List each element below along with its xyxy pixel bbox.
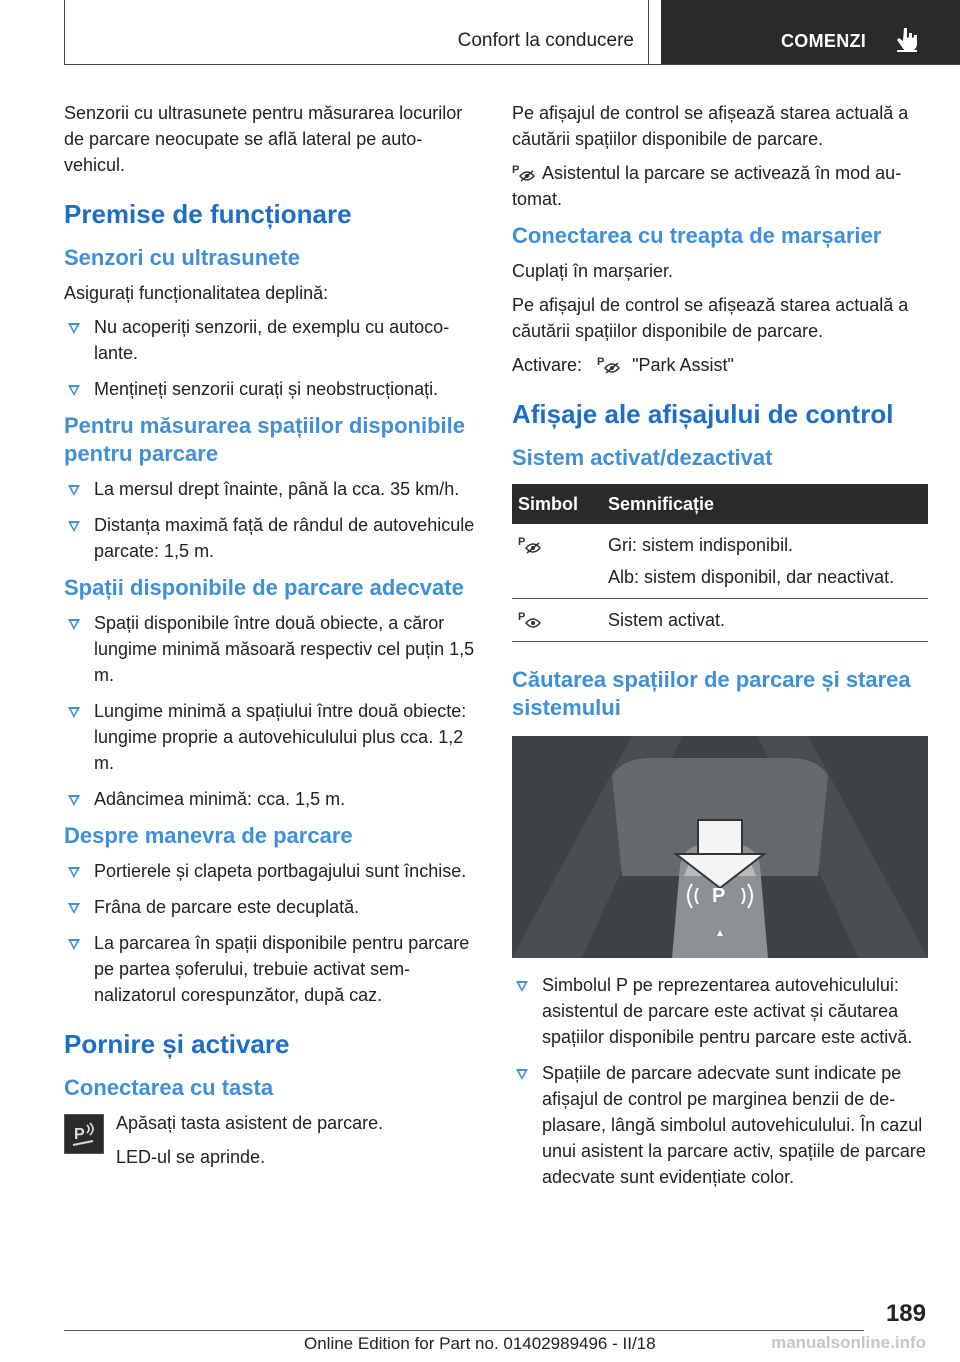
senzori-list bbox=[64, 314, 476, 402]
symbol-cell bbox=[512, 599, 602, 642]
marsarier-line1: Cuplați în marșarier. bbox=[512, 261, 674, 281]
list-item: Frâna de parcare este decuplată. bbox=[64, 894, 476, 920]
heading-masurare: Pentru măsurarea spațiilor disponibile pentru parcare bbox=[64, 413, 465, 466]
triangle-bullet-icon bbox=[516, 981, 528, 992]
triangle-bullet-icon bbox=[68, 903, 80, 914]
list-item: La mersul drept înainte, până la cca. 35 km/h. bbox=[64, 476, 476, 502]
intro-paragraph: Senzorii cu ultrasunete pentru măsurarea locurilor de parcare neocupate se află lateral pe autovehicul. bbox=[64, 103, 463, 175]
table-row bbox=[512, 599, 928, 642]
heading-pornire: Pornire și activare bbox=[64, 1029, 290, 1059]
heading-spatii: Spații disponibile de parcare adecvate bbox=[64, 575, 464, 600]
triangle-bullet-icon bbox=[68, 323, 80, 334]
heading-sistem: Sistem activat/dezactivat bbox=[512, 445, 773, 470]
triangle-bullet-icon bbox=[68, 867, 80, 878]
hand-pointing-icon bbox=[895, 26, 921, 54]
tasta-line2: LED-ul se aprinde. bbox=[116, 1147, 266, 1167]
tasta-block bbox=[64, 1110, 476, 1170]
activare-line bbox=[512, 352, 928, 378]
left-column bbox=[64, 100, 476, 1178]
list-item: Lungime minimă a spațiului între două obiecte: lungime proprie a autovehiculului plus cca. 1,2 m. bbox=[64, 698, 476, 776]
list-item: Simbolul P pe reprezentarea autovehiculului: asistentul de parcare este activat și căutarea spațiilor disponibile pentru parcare este activă. bbox=[512, 972, 928, 1050]
svg-text:P: P bbox=[518, 611, 526, 623]
svg-text:P: P bbox=[518, 536, 526, 548]
svg-text:P: P bbox=[512, 164, 520, 176]
park-assist-icon bbox=[512, 162, 536, 182]
meaning-cell: Gri: sistem indisponibil. Alb: sistem disponibil, dar neactivat. bbox=[602, 524, 928, 599]
header-section-tab bbox=[64, 0, 648, 64]
parking-display-figure bbox=[512, 736, 928, 958]
triangle-bullet-icon bbox=[68, 939, 80, 950]
activare-value: "Park Assist" bbox=[632, 355, 734, 375]
col-symbol: Simbol bbox=[512, 484, 602, 524]
chapter-tab-label: COMENZI bbox=[781, 31, 867, 51]
list-item: Nu acoperiți senzorii, de exemplu cu autocolante. bbox=[64, 314, 476, 366]
status-list bbox=[512, 972, 928, 1190]
park-assist-icon bbox=[518, 609, 542, 629]
figure-p-label: P bbox=[712, 885, 726, 907]
col-meaning: Semnificație bbox=[602, 484, 928, 524]
auto-activation-paragraph: P Asistentul la parcare se activează în mod automat. bbox=[512, 163, 902, 209]
triangle-bullet-icon bbox=[516, 1069, 528, 1080]
status-paragraph: Pe afișajul de control se afișează starea actuală a căutării spațiilor disponibile de parcare. bbox=[512, 103, 909, 149]
heading-premise: Premise de funcționare bbox=[64, 199, 352, 229]
manevra-list bbox=[64, 858, 476, 1008]
triangle-bullet-icon bbox=[68, 619, 80, 630]
triangle-bullet-icon bbox=[68, 385, 80, 396]
triangle-bullet-icon bbox=[68, 521, 80, 532]
svg-text:P: P bbox=[74, 1126, 85, 1143]
table-row bbox=[512, 524, 928, 599]
triangle-bullet-icon bbox=[68, 485, 80, 496]
list-item: Distanța maximă față de rândul de autovehicule parcate: 1,5 m. bbox=[64, 512, 476, 564]
tasta-line1: Apăsați tasta asistent de parcare. bbox=[116, 1113, 384, 1133]
masurare-list bbox=[64, 476, 476, 564]
right-column bbox=[512, 100, 928, 1200]
heading-manevra: Despre manevra de parcare bbox=[64, 823, 353, 848]
list-item: Adâncimea minimă: cca. 1,5 m. bbox=[64, 786, 476, 812]
park-assist-icon bbox=[518, 534, 542, 554]
park-assist-icon bbox=[597, 354, 621, 374]
header-chapter-tab bbox=[661, 0, 960, 64]
list-item: Spațiile de parcare adecvate sunt indicate pe afișajul de control pe marginea benzii de deplasare, lângă simbolul autovehiculului. În cazul unui asistent la parcare activ, spațiile de parcare adecvate sunt evidențiate color. bbox=[512, 1060, 928, 1190]
footer-rule bbox=[64, 1330, 864, 1331]
list-item: La parcarea în spații disponibile pentru parcare pe partea șoferului, trebuie activat semnalizatorul corespunzător, după caz. bbox=[64, 930, 476, 1008]
marsarier-line2: Pe afișajul de control se afișează starea actuală a căutării spațiilor disponibile de parcare. bbox=[512, 295, 909, 341]
svg-text:P: P bbox=[597, 356, 605, 368]
header-separator bbox=[648, 0, 649, 65]
heading-senzori: Senzori cu ultrasunete bbox=[64, 245, 300, 270]
heading-afisaje: Afișaje ale afișajului de control bbox=[512, 399, 894, 429]
heading-marsarier: Conectarea cu treapta de marșarier bbox=[512, 223, 882, 248]
symbol-cell bbox=[512, 524, 602, 599]
activare-label: Activare: bbox=[512, 355, 583, 375]
section-tab-label: Confort la conducere bbox=[457, 30, 634, 51]
triangle-bullet-icon bbox=[68, 795, 80, 806]
list-item: Portierele și clapeta portbagajului sunt închise. bbox=[64, 858, 476, 884]
spatii-list bbox=[64, 610, 476, 812]
watermark: manualsonline.info bbox=[771, 1333, 926, 1352]
park-assist-button-icon bbox=[64, 1114, 104, 1154]
page-number: 189 bbox=[885, 1300, 926, 1327]
list-item: Mențineți senzorii curați și neobstrucționați. bbox=[64, 376, 476, 402]
header-rule bbox=[64, 64, 960, 65]
table-header-row bbox=[512, 484, 928, 524]
heading-tasta: Conectarea cu tasta bbox=[64, 1075, 274, 1100]
meaning-cell: Sistem activat. bbox=[602, 599, 928, 642]
list-item: Spații disponibile între două obiecte, a căror lungime minimă măsoară respectiv cel puțin 1,5 m. bbox=[64, 610, 476, 688]
symbol-table bbox=[512, 484, 928, 642]
senzori-intro: Asigurați funcționalitatea deplină: bbox=[64, 283, 329, 303]
footer-edition: Online Edition for Part no. 01402989496 - II/18 bbox=[304, 1334, 656, 1353]
triangle-bullet-icon bbox=[68, 707, 80, 718]
heading-cautarea: Căutarea spațiilor de parcare și starea sistemului bbox=[512, 667, 911, 720]
